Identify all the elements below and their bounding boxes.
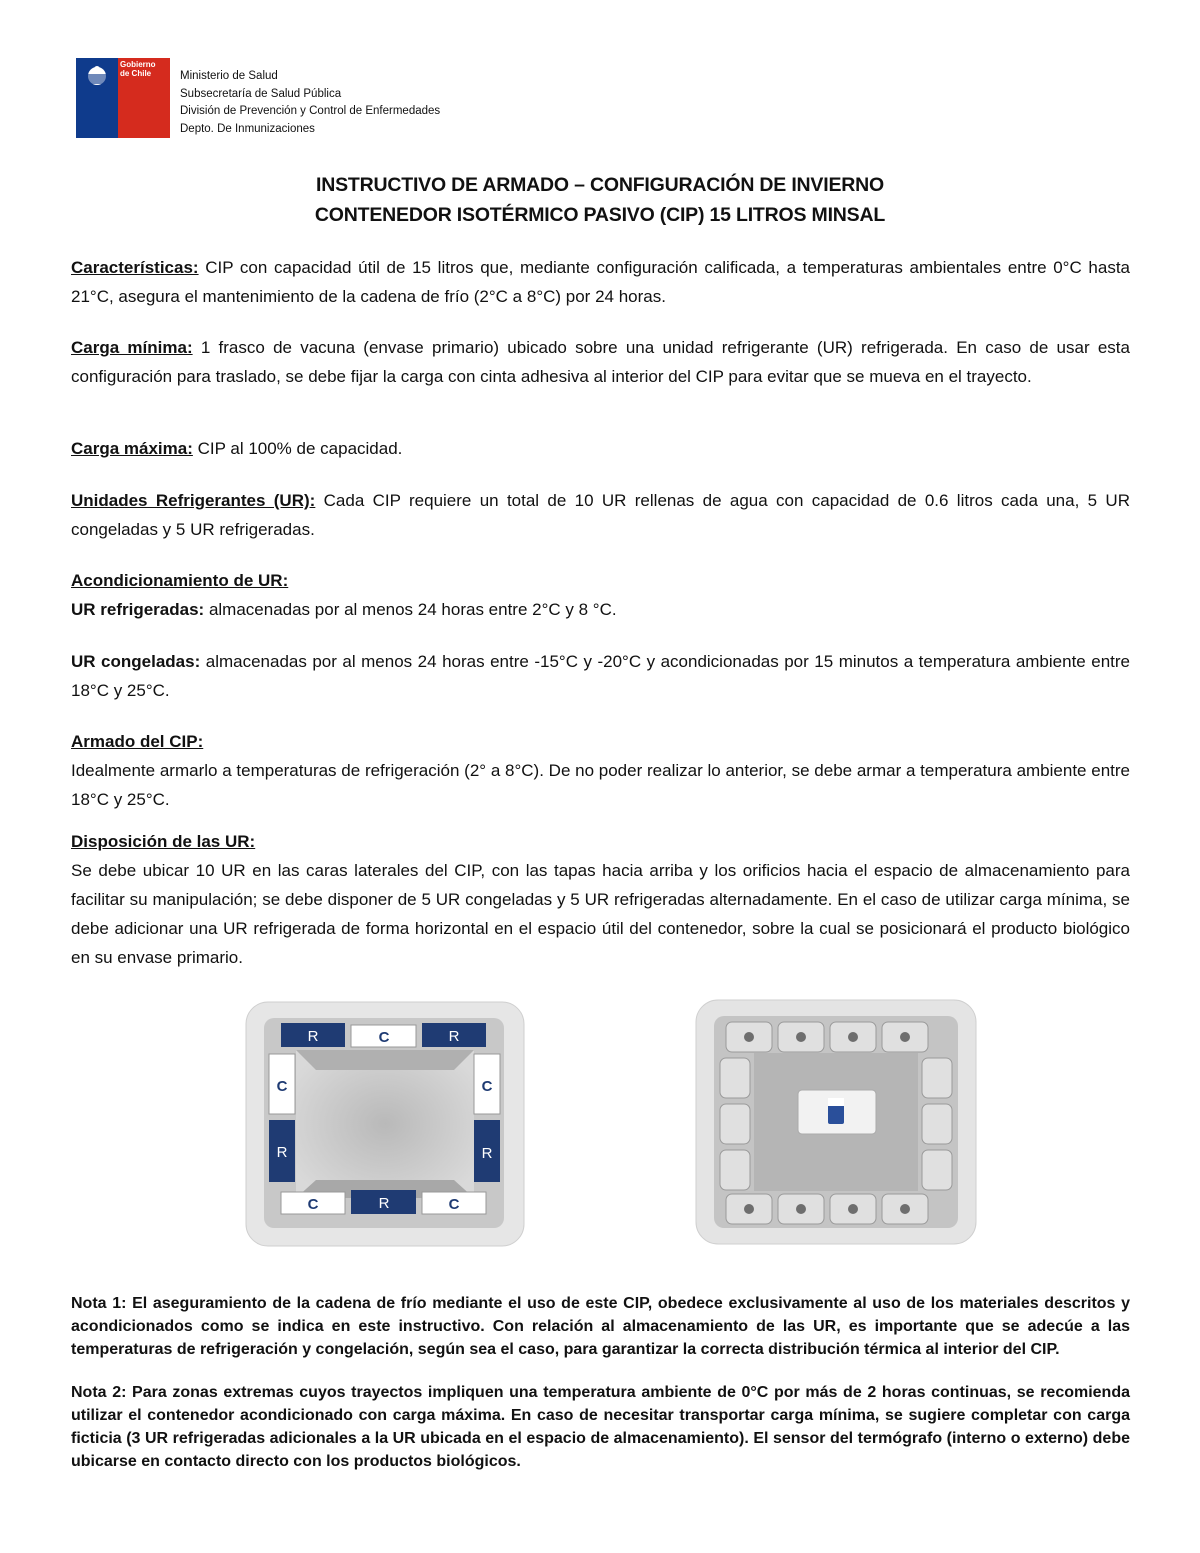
section-ur-congeladas bbox=[71, 647, 1130, 705]
ur-label-left-upper: C bbox=[276, 1078, 288, 1095]
title-line-2: CONTENEDOR ISOTÉRMICO PASIVO (CIP) 15 LITROS MINSAL bbox=[314, 204, 886, 226]
acondicionamiento-label: Acondicionamiento de UR: bbox=[71, 571, 289, 590]
ur-label-bottom-center: R bbox=[378, 1195, 390, 1212]
unidades-text: Cada CIP requiere un total de 10 UR rellenas de agua con capacidad de 0.6 litros cada una, 5 UR congeladas y 5 UR refrigeradas. bbox=[71, 491, 1130, 539]
ur-label-bottom-right: C bbox=[448, 1196, 460, 1213]
container-diagram-figure bbox=[244, 1000, 526, 1248]
ur-label-right-lower: R bbox=[481, 1145, 493, 1162]
section-acondicionamiento bbox=[71, 566, 1130, 624]
ur-label-bottom-left: C bbox=[307, 1196, 319, 1213]
document-title bbox=[0, 170, 1200, 230]
unidades-label: Unidades Refrigerantes (UR): bbox=[71, 491, 316, 510]
ur-congeladas-label: UR congeladas: bbox=[71, 652, 201, 671]
ur-congeladas-text: almacenadas por al menos 24 horas entre -15°C y -20°C y acondicionadas por 15 minutos a temperatura ambiente entre 18°C y 25°C. bbox=[71, 652, 1130, 700]
ministry-header bbox=[180, 68, 440, 138]
ur-label-left-lower: R bbox=[276, 1144, 288, 1161]
logo-text-de-chile: de Chile bbox=[120, 69, 152, 78]
section-disposicion bbox=[71, 827, 1130, 972]
ur-refrigeradas-text: almacenadas por al menos 24 horas entre 2°C y 8 °C. bbox=[204, 600, 617, 619]
carga-maxima-label: Carga máxima: bbox=[71, 439, 193, 458]
title-line-1: INSTRUCTIVO DE ARMADO – CONFIGURACIÓN DE INVIERNO bbox=[315, 174, 884, 196]
nota-2: Nota 2: Para zonas extremas cuyos trayectos impliquen una temperatura ambiente de 0°C por más de 2 horas continuas, se recomienda utilizar el contenedor acondicionado con carga máxima. En caso de necesitar transportar carga mínima, se sugiere completar con carga ficticia (3 UR refrigeradas adicionales a la UR ubicada en el espacio de almacenamiento). El sensor del termógrafo (interno o externo) debe ubicarse en contacto directo con los productos biológicos. bbox=[71, 1384, 1130, 1470]
section-armado bbox=[71, 727, 1130, 814]
disposicion-label: Disposición de las UR: bbox=[71, 832, 256, 851]
nota-1: Nota 1: El aseguramiento de la cadena de frío mediante el uso de este CIP, obedece exclusivamente al uso de los materiales descritos y acondicionados como se indica en este instructivo. Con relación al almacenamiento de las UR, es importante que se adecúe a las temperaturas de refrigeración y congelación, según sea el caso, para garantizar la correcta distribución térmica al interior del CIP. bbox=[71, 1295, 1130, 1358]
section-carga-minima bbox=[71, 333, 1130, 391]
depto-line: Depto. De Inmunizaciones bbox=[180, 122, 315, 135]
carga-minima-label: Carga mínima: bbox=[71, 338, 193, 357]
armado-label: Armado del CIP: bbox=[71, 732, 204, 751]
subsecretaria-line: Subsecretaría de Salud Pública bbox=[180, 87, 342, 100]
ur-label-right-upper: C bbox=[481, 1078, 493, 1095]
ur-label-top-center: C bbox=[378, 1029, 390, 1046]
armado-text: Idealmente armarlo a temperaturas de refrigeración (2° a 8°C). De no poder realizar lo anterior, se debe armar a temperatura ambiente entre 18°C y 25°C. bbox=[71, 761, 1130, 809]
carga-maxima-text: CIP al 100% de capacidad. bbox=[192, 439, 403, 458]
gobierno-de-chile-logo bbox=[76, 58, 170, 138]
ur-label-top-right: R bbox=[448, 1028, 460, 1045]
division-line: División de Prevención y Control de Enfermedades bbox=[180, 105, 441, 117]
caracteristicas-text: CIP con capacidad útil de 15 litros que, mediante configuración calificada, a temperaturas ambientales entre 0°C hasta 21°C, asegura el mantenimiento de la cadena de frío (2°C a 8°C) por 24 horas. bbox=[71, 258, 1130, 306]
section-unidades-refrigerantes bbox=[71, 486, 1130, 544]
section-caracteristicas bbox=[71, 253, 1130, 311]
caracteristicas-label: Características: bbox=[71, 258, 199, 277]
ur-label-top-left: R bbox=[307, 1028, 319, 1045]
disposicion-text: Se debe ubicar 10 UR en las caras laterales del CIP, con las tapas hacia arriba y los orificios hacia el espacio de almacenamiento para facilitar su manipulación; se debe disponer de 5 UR congeladas y 5 UR refrigeradas alternadamente. En el caso de utilizar carga mínima, se debe adicionar una UR refrigerada de forma horizontal en el espacio útil del contenedor, sobre la cual se posicionará el producto biológico en su envase primario. bbox=[71, 861, 1130, 967]
ministry-line: Ministerio de Salud bbox=[180, 70, 278, 82]
container-photo-figure bbox=[694, 998, 978, 1246]
carga-minima-text: 1 frasco de vacuna (envase primario) ubicado sobre una unidad refrigerante (UR) refrigerada. En caso de usar esta configuración para traslado, se debe fijar la carga con cinta adhesiva al interior del CIP para evitar que se mueva en el trayecto. bbox=[71, 338, 1130, 386]
ur-refrigeradas-label: UR refrigeradas: bbox=[71, 600, 205, 619]
logo-text-gobierno: Gobierno bbox=[120, 60, 156, 69]
section-carga-maxima bbox=[71, 434, 1130, 463]
